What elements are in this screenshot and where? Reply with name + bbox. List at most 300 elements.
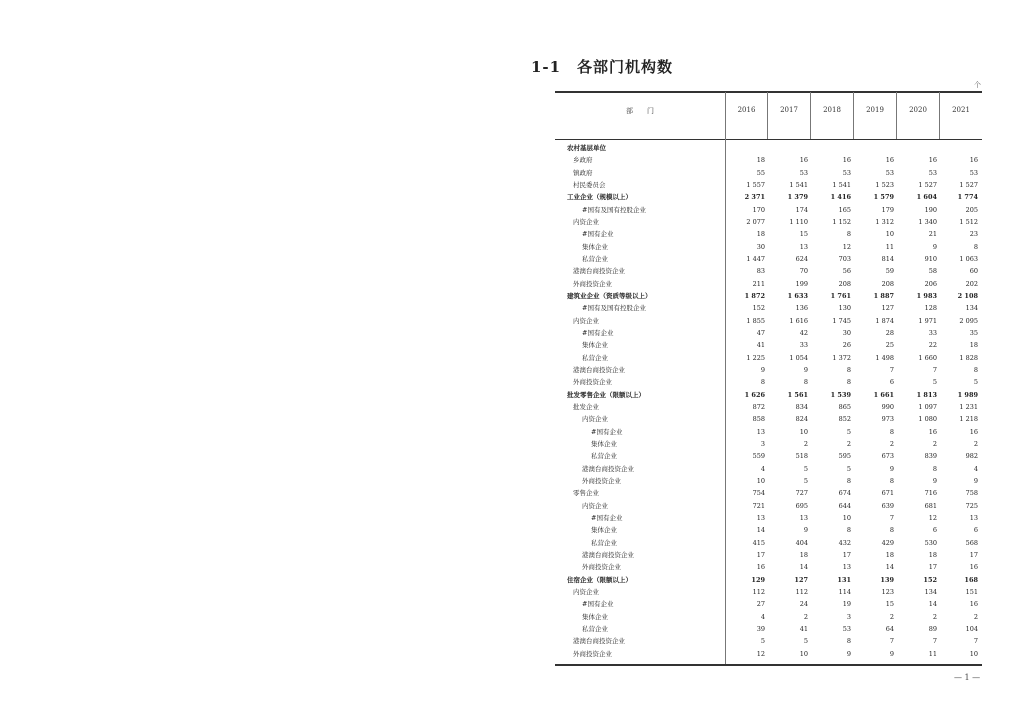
cell-value: 16 [928,427,937,436]
row-label: #国有企业 [582,328,614,337]
row-label: #国有及国有控股企业 [582,205,646,214]
table-row [555,611,982,623]
cell-value: 1 312 [875,217,894,226]
table-row [555,438,982,450]
row-label: 集体企业 [591,526,617,535]
year-header: 2019 [866,106,884,114]
cell-value: 990 [881,402,894,411]
cell-value: 53 [842,168,851,177]
row-label: 内资企业 [573,587,599,596]
row-label: 私营企业 [582,624,608,633]
cell-value: 18 [885,550,894,559]
cell-value: 4 [760,464,765,473]
cell-value: 5 [803,476,808,485]
cell-value: 13 [799,513,808,522]
table-row [555,241,982,253]
cell-value: 123 [881,587,894,596]
cell-value: 673 [881,452,894,461]
cell-value: 13 [756,513,765,522]
cell-value: 16 [842,156,851,165]
cell-value: 5 [846,464,851,473]
cell-value: 165 [838,205,851,214]
cell-value: 19 [842,600,851,609]
cell-value: 53 [885,168,894,177]
cell-value: 134 [924,587,937,596]
cell-value: 16 [969,156,978,165]
cell-value: 834 [795,402,808,411]
cell-value: 10 [885,230,894,239]
cell-value: 1 745 [832,316,851,325]
table-row [555,549,982,561]
cell-value: 23 [969,230,978,239]
column-divider [810,92,811,139]
cell-value: 13 [842,563,851,572]
cell-value: 858 [752,415,765,424]
cell-value: 8 [760,378,765,387]
cell-value: 1 633 [787,291,808,300]
cell-value: 13 [969,513,978,522]
cell-value: 53 [969,168,978,177]
cell-value: 982 [965,452,978,461]
row-label: 私营企业 [582,353,608,362]
cell-value: 39 [756,624,765,633]
cell-value: 5 [760,637,765,646]
cell-value: 18 [756,230,765,239]
cell-value: 1 616 [789,316,808,325]
cell-value: 644 [838,501,851,510]
cell-value: 64 [885,624,894,633]
cell-value: 56 [842,267,851,276]
row-label: 私营企业 [591,452,617,461]
table-row [555,389,982,401]
row-label: 集体企业 [582,612,608,621]
cell-value: 59 [885,267,894,276]
cell-value: 6 [932,526,937,535]
cell-value: 41 [799,624,808,633]
cell-value: 2 [932,439,937,448]
table-row [555,512,982,524]
cell-value: 872 [752,402,765,411]
row-label: 外商投资企业 [582,476,621,485]
cell-value: 6 [973,526,978,535]
row-label: 村民委员会 [573,180,606,189]
cell-value: 1 447 [746,254,765,263]
cell-value: 11 [885,242,894,251]
cell-value: 25 [885,341,894,350]
cell-value: 112 [752,587,765,596]
table-row [555,142,982,154]
cell-value: 2 077 [746,217,765,226]
cell-value: 1 604 [916,193,937,202]
table-row [555,327,982,339]
table-row [555,253,982,265]
table-row [555,475,982,487]
cell-value: 8 [889,526,894,535]
cell-value: 1 097 [918,402,937,411]
row-label: 工业企业（规模以上） [567,193,632,202]
header-rule [555,139,982,140]
cell-value: 15 [885,600,894,609]
table-row [555,598,982,610]
cell-value: 151 [965,587,978,596]
cell-value: 1 774 [957,193,978,202]
row-label: 镇政府 [573,168,593,177]
cell-value: 16 [799,156,808,165]
cell-value: 152 [923,575,937,584]
table-row [555,561,982,573]
cell-value: 30 [756,242,765,251]
row-label: 私营企业 [582,254,608,263]
cell-value: 16 [885,156,894,165]
cell-value: 70 [799,267,808,276]
cell-value: 89 [928,624,937,633]
cell-value: 429 [881,538,894,547]
row-label: 批发零售企业（限额以上） [567,390,645,399]
cell-value: 8 [803,378,808,387]
cell-value: 1 855 [746,316,765,325]
cell-value: 1 231 [959,402,978,411]
cell-value: 27 [756,600,765,609]
cell-value: 128 [924,304,937,313]
cell-value: 1 541 [832,180,851,189]
cell-value: 2 [973,612,978,621]
cell-value: 1 828 [959,353,978,362]
row-label: 集体企业 [582,242,608,251]
table-row [555,500,982,512]
row-label: 集体企业 [582,341,608,350]
table-row [555,463,982,475]
cell-value: 35 [969,328,978,337]
cell-value: 1 372 [832,353,851,362]
cell-value: 4 [760,612,765,621]
cell-value: 2 108 [957,291,978,300]
cell-value: 1 660 [918,353,937,362]
cell-value: 7 [889,513,894,522]
cell-value: 639 [881,501,894,510]
cell-value: 10 [799,649,808,658]
cell-value: 865 [838,402,851,411]
row-label: #国有企业 [582,230,614,239]
cell-value: 174 [795,205,808,214]
cell-value: 432 [838,538,851,547]
table-row [555,167,982,179]
cell-value: 1 983 [916,291,937,300]
cell-value: 58 [928,267,937,276]
cell-value: 130 [838,304,851,313]
table-row [555,426,982,438]
cell-value: 42 [799,328,808,337]
cell-value: 1 080 [918,415,937,424]
cell-value: 2 [889,612,894,621]
cell-value: 1 557 [746,180,765,189]
cell-value: 190 [924,205,937,214]
cell-value: 7 [973,637,978,646]
cell-value: 1 110 [789,217,808,226]
table-row [555,648,982,660]
row-label: 内资企业 [573,217,599,226]
table-row [555,364,982,376]
cell-value: 3 [760,439,765,448]
cell-value: 2 [803,439,808,448]
row-label: 外商投资企业 [573,378,612,387]
page-number: — 1 — [954,673,981,682]
cell-value: 5 [973,378,978,387]
cell-value: 814 [881,254,894,263]
cell-value: 2 [973,439,978,448]
row-label: 零售企业 [573,489,599,498]
cell-value: 9 [889,464,894,473]
cell-value: 114 [838,587,851,596]
row-label: 集体企业 [591,439,617,448]
row-label: 内资企业 [573,316,599,325]
table-row [555,537,982,549]
cell-value: 5 [932,378,937,387]
row-label: 住宿企业（限额以上） [567,575,632,584]
cell-value: 973 [881,415,894,424]
table-row [555,401,982,413]
cell-value: 16 [756,563,765,572]
cell-value: 152 [752,304,765,313]
row-label: 外商投资企业 [573,649,612,658]
cell-value: 674 [838,489,851,498]
row-label: 建筑业企业（资质等级以上） [567,291,652,300]
cell-value: 24 [799,600,808,609]
cell-value: 18 [928,550,937,559]
cell-value: 1 379 [787,193,808,202]
cell-value: 179 [881,205,894,214]
cell-value: 17 [756,550,765,559]
cell-value: 112 [795,587,808,596]
column-divider [939,92,940,139]
cell-value: 7 [889,637,894,646]
cell-value: 12 [842,242,851,251]
row-label: #国有企业 [591,513,623,522]
row-label: 港澳台商投资企业 [573,637,625,646]
row-label: 港澳台商投资企业 [582,464,634,473]
cell-value: 47 [756,328,765,337]
cell-value: 211 [752,279,765,288]
cell-value: 14 [799,563,808,572]
table-row [555,450,982,462]
cell-value: 727 [795,489,808,498]
cell-value: 16 [969,563,978,572]
row-label: 内资企业 [582,415,608,424]
cell-value: 910 [924,254,937,263]
row-label: 外商投资企业 [582,563,621,572]
top-rule [555,91,982,93]
cell-value: 127 [794,575,808,584]
cell-value: 9 [889,649,894,658]
cell-value: 53 [842,624,851,633]
bottom-rule [555,664,982,666]
cell-value: 1 872 [744,291,765,300]
cell-value: 568 [965,538,978,547]
table-row [555,228,982,240]
table-row [555,290,982,302]
cell-value: 16 [969,600,978,609]
cell-value: 2 [889,439,894,448]
cell-value: 16 [928,156,937,165]
cell-value: 1 218 [959,415,978,424]
cell-value: 9 [760,365,765,374]
cell-value: 1 761 [830,291,851,300]
cell-value: 199 [795,279,808,288]
cell-value: 208 [881,279,894,288]
cell-value: 9 [932,242,937,251]
table-row [555,524,982,536]
cell-value: 83 [756,267,765,276]
row-label: #国有及国有控股企业 [582,304,646,313]
cell-value: 10 [969,649,978,658]
cell-value: 14 [756,526,765,535]
cell-value: 5 [846,427,851,436]
unit-label: 个 [974,81,981,89]
cell-value: 1 225 [746,353,765,362]
cell-value: 1 523 [875,180,894,189]
cell-value: 206 [924,279,937,288]
cell-value: 754 [752,489,765,498]
row-label: 内资企业 [582,501,608,510]
cell-value: 1 971 [918,316,937,325]
table-row [555,413,982,425]
cell-value: 5 [803,637,808,646]
table-row [555,376,982,388]
row-label: 批发企业 [573,402,599,411]
cell-value: 559 [752,452,765,461]
cell-value: 60 [969,267,978,276]
column-divider [853,92,854,139]
table-row [555,623,982,635]
cell-value: 4 [973,464,978,473]
cell-value: 721 [752,501,765,510]
year-header: 2017 [780,106,798,114]
department-header: 部 门 [626,107,654,115]
cell-value: 681 [924,501,937,510]
cell-value: 134 [965,304,978,313]
cell-value: 104 [965,624,978,633]
cell-value: 9 [803,365,808,374]
cell-value: 13 [756,427,765,436]
cell-value: 530 [924,538,937,547]
cell-value: 2 [932,612,937,621]
cell-value: 1 989 [957,390,978,399]
table-row [555,352,982,364]
cell-value: 53 [799,168,808,177]
cell-value: 1 661 [873,390,894,399]
cell-value: 41 [756,341,765,350]
row-label: #国有企业 [591,427,623,436]
table-row [555,635,982,647]
cell-value: 716 [924,489,937,498]
cell-value: 8 [846,526,851,535]
cell-value: 703 [838,254,851,263]
cell-value: 15 [799,230,808,239]
cell-value: 14 [928,600,937,609]
row-label: 港澳台商投资企业 [582,550,634,559]
cell-value: 131 [837,575,851,584]
cell-value: 1 527 [959,180,978,189]
cell-value: 725 [965,501,978,510]
cell-value: 9 [803,526,808,535]
cell-value: 2 371 [744,193,765,202]
cell-value: 695 [795,501,808,510]
table-row [555,204,982,216]
cell-value: 1 416 [830,193,851,202]
cell-value: 53 [928,168,937,177]
cell-value: 18 [756,156,765,165]
cell-value: 8 [889,476,894,485]
year-header: 2018 [823,106,841,114]
cell-value: 8 [973,242,978,251]
cell-value: 18 [969,341,978,350]
cell-value: 595 [838,452,851,461]
cell-value: 10 [842,513,851,522]
cell-value: 17 [928,563,937,572]
table-row [555,487,982,499]
row-label: 乡政府 [573,156,593,165]
cell-value: 14 [885,563,894,572]
cell-value: 11 [928,649,937,658]
cell-value: 839 [924,452,937,461]
cell-value: 12 [928,513,937,522]
cell-value: 1 498 [875,353,894,362]
table-row [555,216,982,228]
year-header: 2016 [737,106,756,114]
cell-value: 8 [932,464,937,473]
cell-value: 8 [846,637,851,646]
column-divider [896,92,897,139]
cell-value: 8 [846,378,851,387]
cell-value: 28 [885,328,894,337]
cell-value: 7 [932,637,937,646]
row-label: 港澳台商投资企业 [573,365,625,374]
cell-value: 9 [932,476,937,485]
cell-value: 1 063 [959,254,978,263]
table-row [555,154,982,166]
cell-value: 5 [803,464,808,473]
cell-value: 30 [842,328,851,337]
cell-value: 13 [799,242,808,251]
cell-value: 8 [889,427,894,436]
table-row [555,315,982,327]
cell-value: 33 [928,328,937,337]
cell-value: 26 [842,341,851,350]
row-label: 农村基层单位 [567,144,606,152]
cell-value: 168 [964,575,978,584]
table-row [555,574,982,586]
cell-value: 9 [846,649,851,658]
cell-value: 1 527 [918,180,937,189]
cell-value: 3 [846,612,851,621]
cell-value: 2 [846,439,851,448]
cell-value: 205 [965,205,978,214]
cell-value: 18 [799,550,808,559]
table-row [555,191,982,203]
cell-value: 852 [838,415,851,424]
cell-value: 7 [889,365,894,374]
cell-value: 10 [756,476,765,485]
cell-value: 8 [973,365,978,374]
year-header: 2020 [909,106,927,114]
cell-value: 21 [928,230,937,239]
row-label: 外商投资企业 [573,279,612,288]
cell-value: 1 887 [873,291,894,300]
cell-value: 17 [969,550,978,559]
cell-value: 6 [889,378,894,387]
table-title: 1-1 各部门机构数 [530,58,674,76]
cell-value: 1 539 [830,390,851,399]
row-label: 私营企业 [591,538,617,547]
